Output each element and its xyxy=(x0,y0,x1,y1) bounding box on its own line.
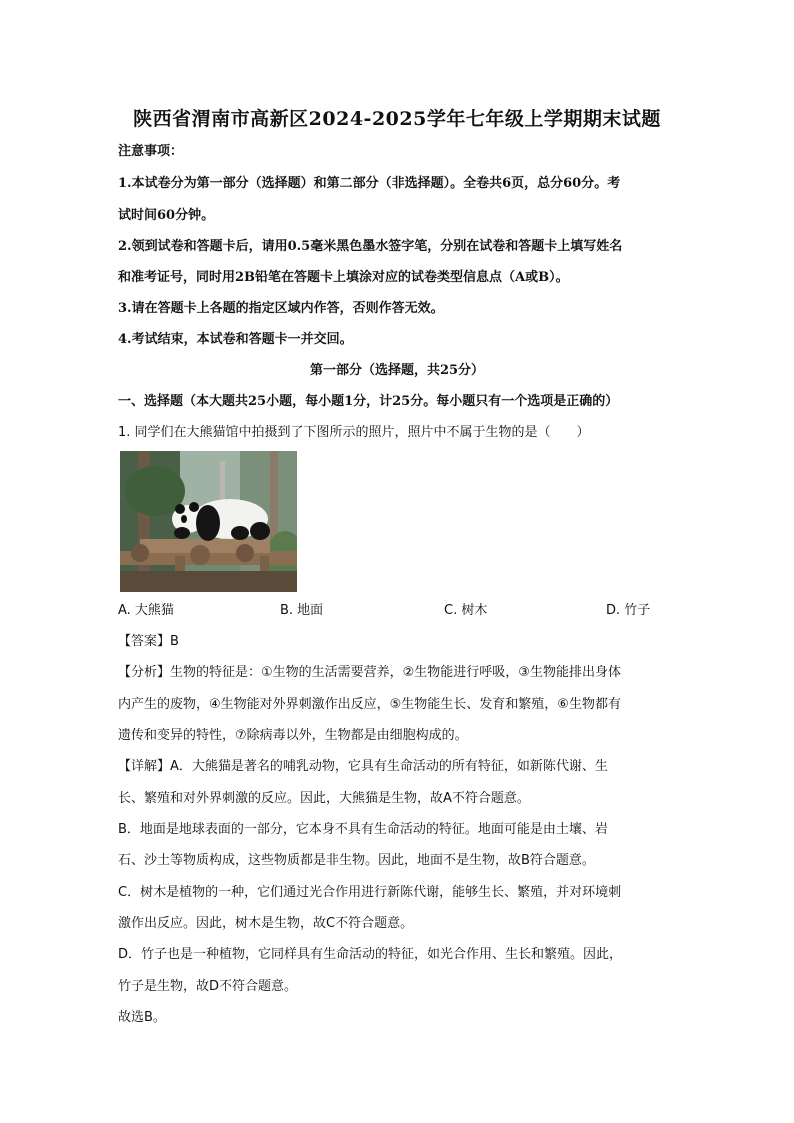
detail-line: 竹子是生物，故D不符合题意。 xyxy=(118,979,298,994)
detail-line: 长、繁殖和对外界刺激的反应。因此，大熊猫是生物，故A不符合题意。 xyxy=(118,791,530,806)
option-c: C. 树木 xyxy=(444,603,488,618)
option-d: D. 竹子 xyxy=(606,603,651,618)
detail-line: C．树木是植物的一种，它们通过光合作用进行新陈代谢，能够生长、繁殖，并对环境刺 xyxy=(118,885,622,900)
question-stem: 1. 同学们在大熊猫馆中拍摄到了下图所示的照片，照片中不属于生物的是（ ） xyxy=(118,425,590,440)
notice-line: 3.请在答题卡上各题的指定区域内作答，否则作答无效。 xyxy=(118,301,444,316)
section-heading: 一、选择题（本大题共25小题，每小题1分，计25分。每小题只有一个选项是正确的） xyxy=(118,394,619,409)
conclusion: 故选B。 xyxy=(118,1010,166,1025)
part-heading: 第一部分（选择题，共25分） xyxy=(309,363,485,378)
detail-line: 【详解】A．大熊猫是著名的哺乳动物，它具有生命活动的所有特征，如新陈代谢、生 xyxy=(118,759,608,774)
notice-line: 和准考证号，同时用2B铅笔在答题卡上填涂对应的试卷类型信息点（A或B）。 xyxy=(118,270,569,285)
analysis-line: 遗传和变异的特性，⑦除病毒以外，生物都是由细胞构成的。 xyxy=(118,728,468,743)
detail-line: 激作出反应。因此，树木是生物，故C不符合题意。 xyxy=(118,916,414,931)
option-b: B. 地面 xyxy=(280,603,324,618)
exam-title: 陕西省渭南市高新区2024-2025学年七年级上学期期末试题 xyxy=(133,108,661,130)
option-a: A. 大熊猫 xyxy=(118,603,174,618)
detail-line: 石、沙土等物质构成，这些物质都是非生物。因此，地面不是生物，故B符合题意。 xyxy=(118,853,595,868)
notice-line: 试时间60分钟。 xyxy=(118,208,215,223)
analysis-line: 内产生的废物，④生物能对外界刺激作出反应，⑤生物能生长、发育和繁殖，⑥生物都有 xyxy=(118,697,621,712)
panda-photo xyxy=(120,451,297,592)
detail-line: B．地面是地球表面的一部分，它本身不具有生命活动的特征。地面可能是由土壤、岩 xyxy=(118,822,608,837)
detail-line: D．竹子也是一种植物，它同样具有生命活动的特征，如光合作用、生长和繁殖。因此， xyxy=(118,947,623,962)
answer: 【答案】B xyxy=(118,634,179,649)
notice-line: 1.本试卷分为第一部分（选择题）和第二部分（非选择题）。全卷共6页，总分60分。考 xyxy=(118,176,621,191)
notice-heading: 注意事项： xyxy=(118,144,184,159)
notice-line: 2.领到试卷和答题卡后，请用0.5毫米黑色墨水签字笔，分别在试卷和答题卡上填写姓名 xyxy=(118,239,623,254)
analysis-line: 【分析】生物的特征是：①生物的生活需要营养，②生物能进行呼吸，③生物能排出身体 xyxy=(118,665,621,680)
notice-line: 4.考试结束，本试卷和答题卡一并交回。 xyxy=(118,332,353,347)
